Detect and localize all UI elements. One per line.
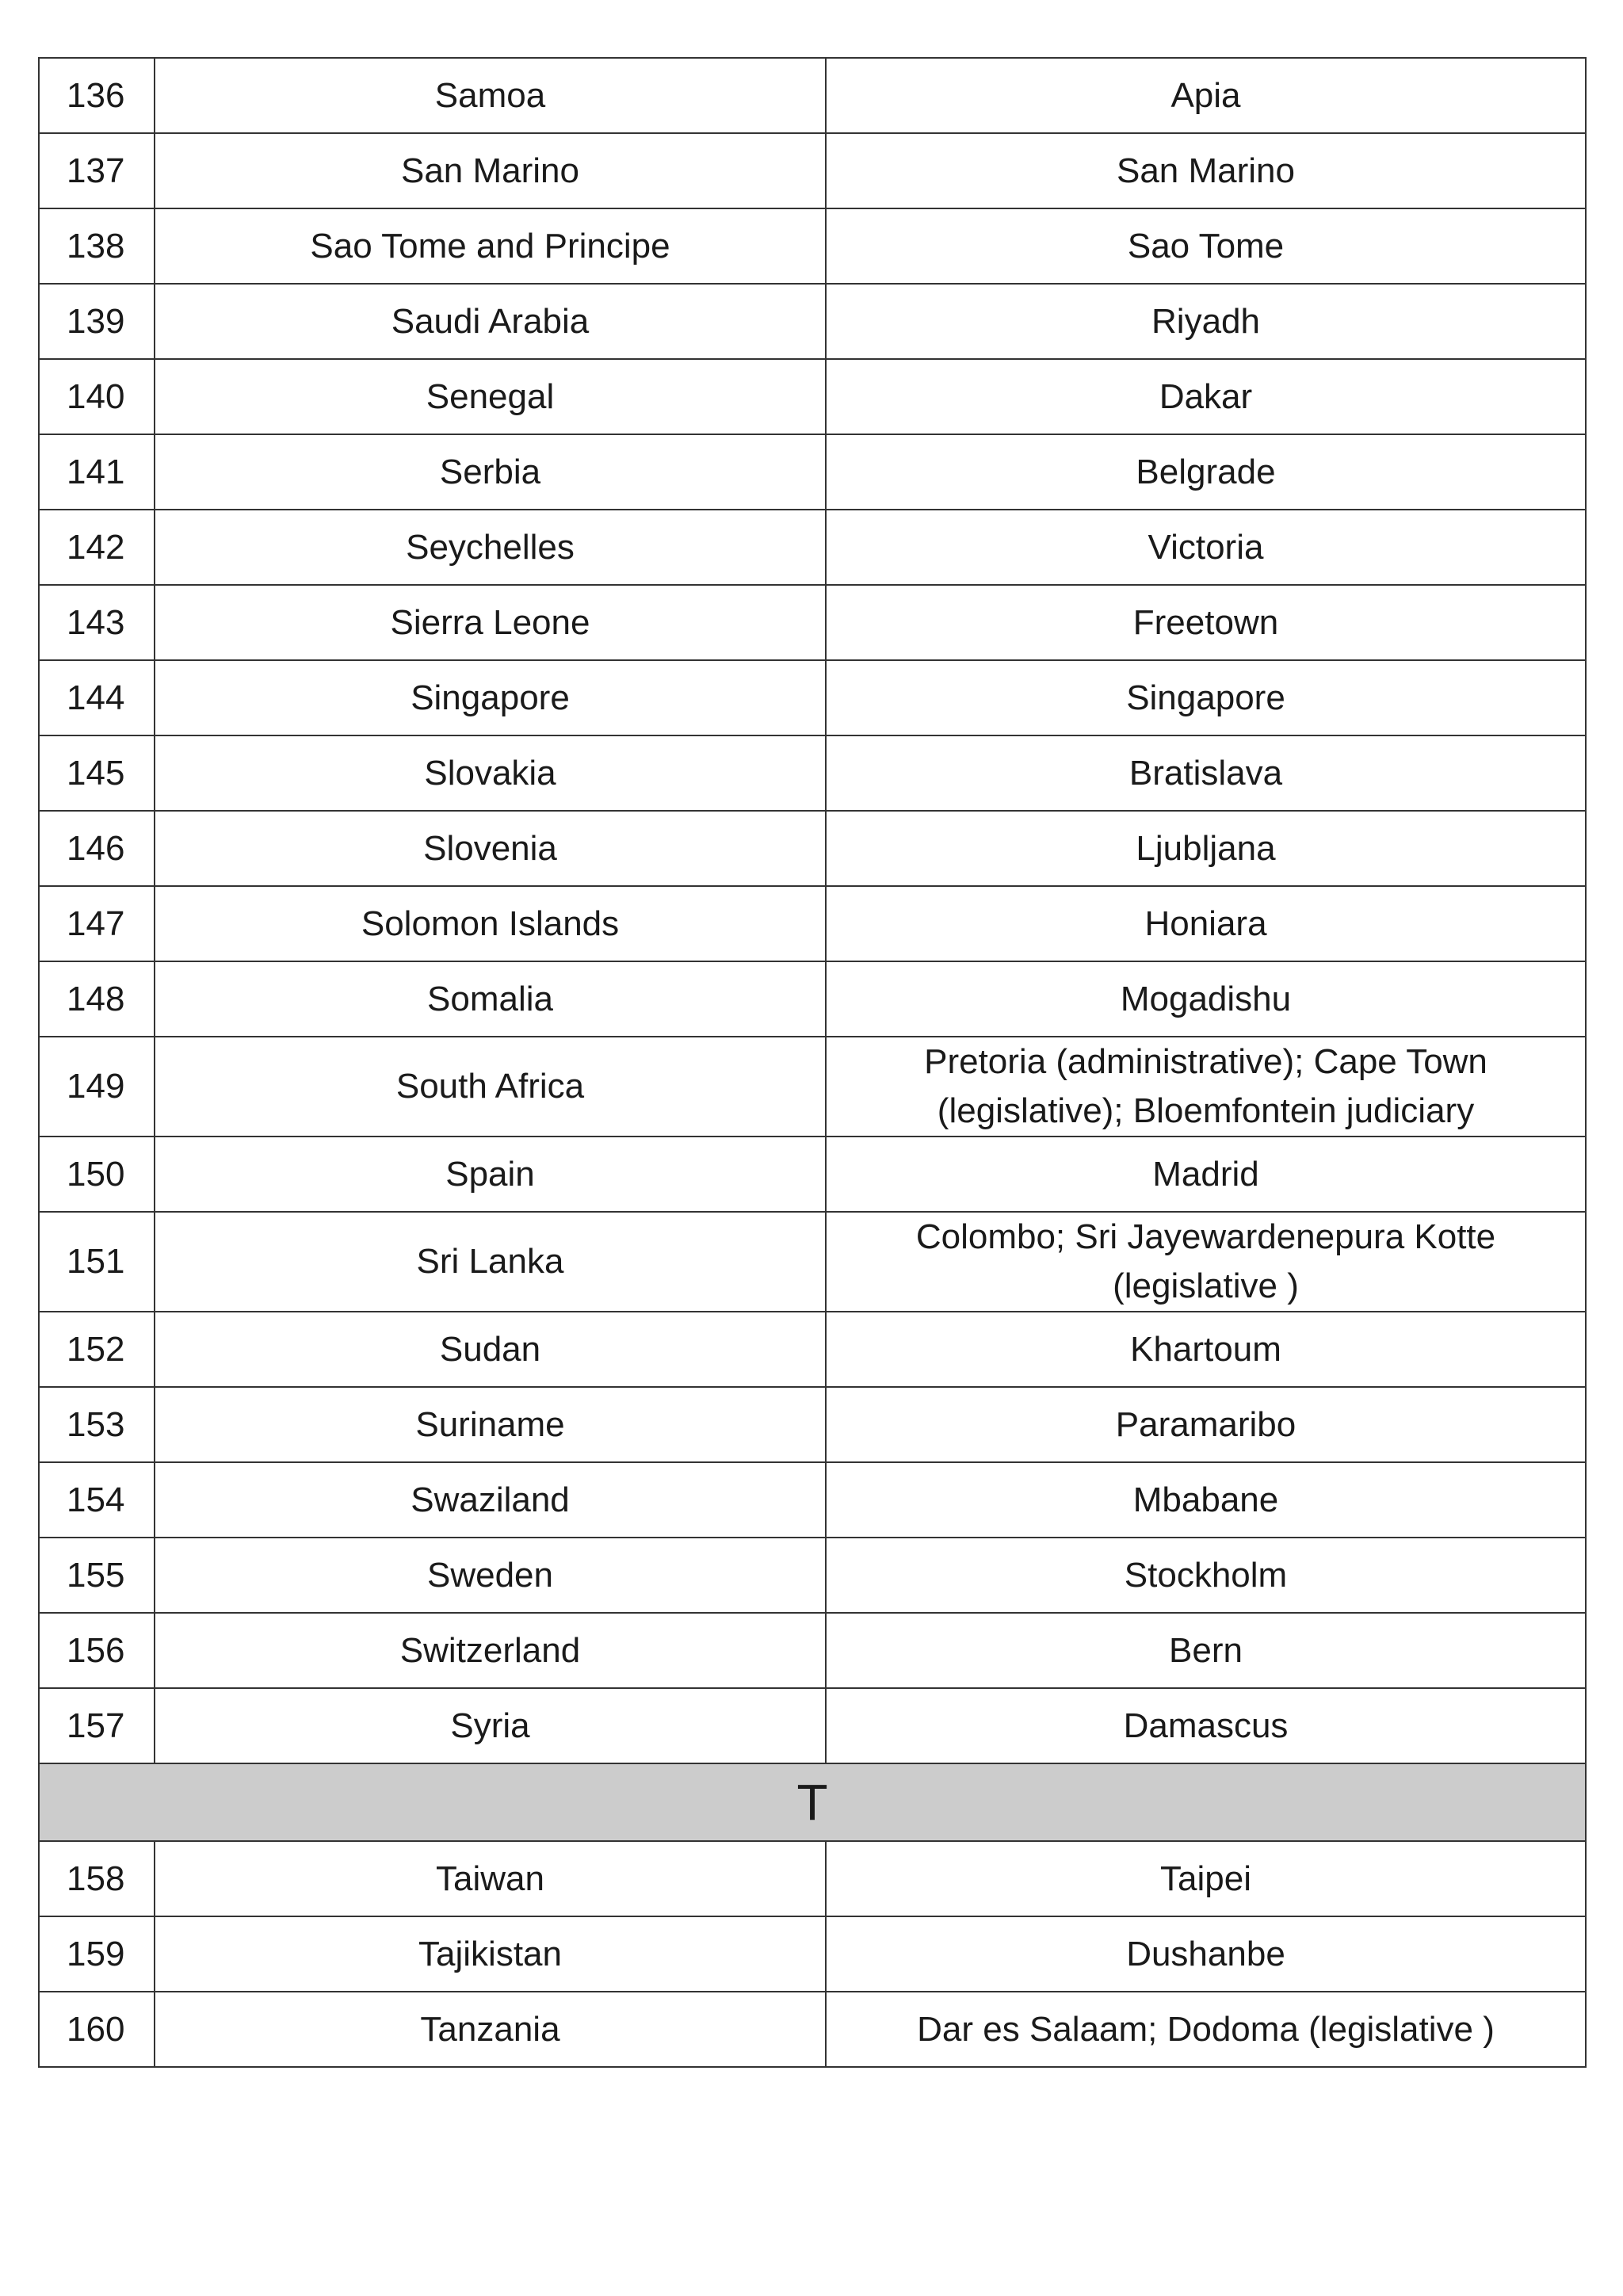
row-number: 143 — [39, 585, 155, 660]
country-name: Singapore — [155, 660, 826, 735]
country-name: Saudi Arabia — [155, 284, 826, 359]
country-name: Suriname — [155, 1387, 826, 1462]
capital-name: Honiara — [826, 886, 1586, 961]
country-name: Swaziland — [155, 1462, 826, 1538]
country-name: Tajikistan — [155, 1916, 826, 1992]
table-row — [39, 1688, 1586, 1763]
capital-name: Dushanbe — [826, 1916, 1586, 1992]
capital-name: Paramaribo — [826, 1387, 1586, 1462]
table-row — [39, 58, 1586, 133]
table-row — [39, 1212, 1586, 1312]
country-name: Slovenia — [155, 811, 826, 886]
row-number: 154 — [39, 1462, 155, 1538]
country-capital-table — [38, 57, 1587, 2068]
table-row — [39, 1462, 1586, 1538]
capital-name: Dakar — [826, 359, 1586, 434]
country-name: Sierra Leone — [155, 585, 826, 660]
country-name: San Marino — [155, 133, 826, 208]
row-number: 140 — [39, 359, 155, 434]
capital-name: Khartoum — [826, 1312, 1586, 1387]
capital-name: Bratislava — [826, 735, 1586, 811]
row-number: 151 — [39, 1212, 155, 1312]
country-name: Sri Lanka — [155, 1212, 826, 1312]
country-name: Samoa — [155, 58, 826, 133]
capital-name: Victoria — [826, 510, 1586, 585]
row-number: 138 — [39, 208, 155, 284]
table-row — [39, 359, 1586, 434]
capital-name: Belgrade — [826, 434, 1586, 510]
row-number: 144 — [39, 660, 155, 735]
row-number: 147 — [39, 886, 155, 961]
capital-name: Sao Tome — [826, 208, 1586, 284]
country-name: Syria — [155, 1688, 826, 1763]
row-number: 160 — [39, 1992, 155, 2067]
capital-name: Colombo; Sri Jayewardenepura Kotte (legislative ) — [826, 1212, 1586, 1312]
country-name: Sudan — [155, 1312, 826, 1387]
country-name: Spain — [155, 1137, 826, 1212]
table-row — [39, 1613, 1586, 1688]
row-number: 155 — [39, 1538, 155, 1613]
table-row — [39, 1037, 1586, 1137]
table-row — [39, 961, 1586, 1037]
table-row — [39, 886, 1586, 961]
table-row — [39, 585, 1586, 660]
country-name: Sweden — [155, 1538, 826, 1613]
table-row — [39, 1312, 1586, 1387]
row-number: 157 — [39, 1688, 155, 1763]
country-name: Serbia — [155, 434, 826, 510]
table-row — [39, 1992, 1586, 2067]
row-number: 159 — [39, 1916, 155, 1992]
country-name: Slovakia — [155, 735, 826, 811]
row-number: 152 — [39, 1312, 155, 1387]
row-number: 137 — [39, 133, 155, 208]
country-name: Solomon Islands — [155, 886, 826, 961]
capital-name: Freetown — [826, 585, 1586, 660]
capital-name: Mogadishu — [826, 961, 1586, 1037]
capital-name: Damascus — [826, 1688, 1586, 1763]
capital-name: Dar es Salaam; Dodoma (legislative ) — [826, 1992, 1586, 2067]
row-number: 150 — [39, 1137, 155, 1212]
table-row — [39, 133, 1586, 208]
country-name: Tanzania — [155, 1992, 826, 2067]
table-row — [39, 1916, 1586, 1992]
capital-name: Riyadh — [826, 284, 1586, 359]
capital-name: Stockholm — [826, 1538, 1586, 1613]
table-row — [39, 208, 1586, 284]
table-row — [39, 1387, 1586, 1462]
capital-name: Mbabane — [826, 1462, 1586, 1538]
table-row — [39, 660, 1586, 735]
row-number: 136 — [39, 58, 155, 133]
table-row — [39, 1538, 1586, 1613]
table-row — [39, 1841, 1586, 1916]
capital-name: San Marino — [826, 133, 1586, 208]
row-number: 156 — [39, 1613, 155, 1688]
capital-name: Madrid — [826, 1137, 1586, 1212]
row-number: 149 — [39, 1037, 155, 1137]
capital-name: Pretoria (administrative); Cape Town (legislative); Bloemfontein judiciary — [826, 1037, 1586, 1137]
row-number: 141 — [39, 434, 155, 510]
table-row — [39, 510, 1586, 585]
capital-name: Bern — [826, 1613, 1586, 1688]
country-name: South Africa — [155, 1037, 826, 1137]
section-letter-row — [39, 1763, 1586, 1841]
table-row — [39, 434, 1586, 510]
country-name: Senegal — [155, 359, 826, 434]
row-number: 139 — [39, 284, 155, 359]
capital-name: Apia — [826, 58, 1586, 133]
row-number: 158 — [39, 1841, 155, 1916]
country-name: Switzerland — [155, 1613, 826, 1688]
row-number: 153 — [39, 1387, 155, 1462]
table-row — [39, 284, 1586, 359]
table-row — [39, 811, 1586, 886]
country-name: Somalia — [155, 961, 826, 1037]
country-name: Seychelles — [155, 510, 826, 585]
table-row — [39, 1137, 1586, 1212]
country-name: Taiwan — [155, 1841, 826, 1916]
country-capital-table-wrapper — [38, 57, 1585, 2068]
section-letter: T — [39, 1763, 1586, 1841]
row-number: 146 — [39, 811, 155, 886]
table-row — [39, 735, 1586, 811]
capital-name: Taipei — [826, 1841, 1586, 1916]
row-number: 142 — [39, 510, 155, 585]
row-number: 145 — [39, 735, 155, 811]
row-number: 148 — [39, 961, 155, 1037]
capital-name: Singapore — [826, 660, 1586, 735]
capital-name: Ljubljana — [826, 811, 1586, 886]
country-name: Sao Tome and Principe — [155, 208, 826, 284]
